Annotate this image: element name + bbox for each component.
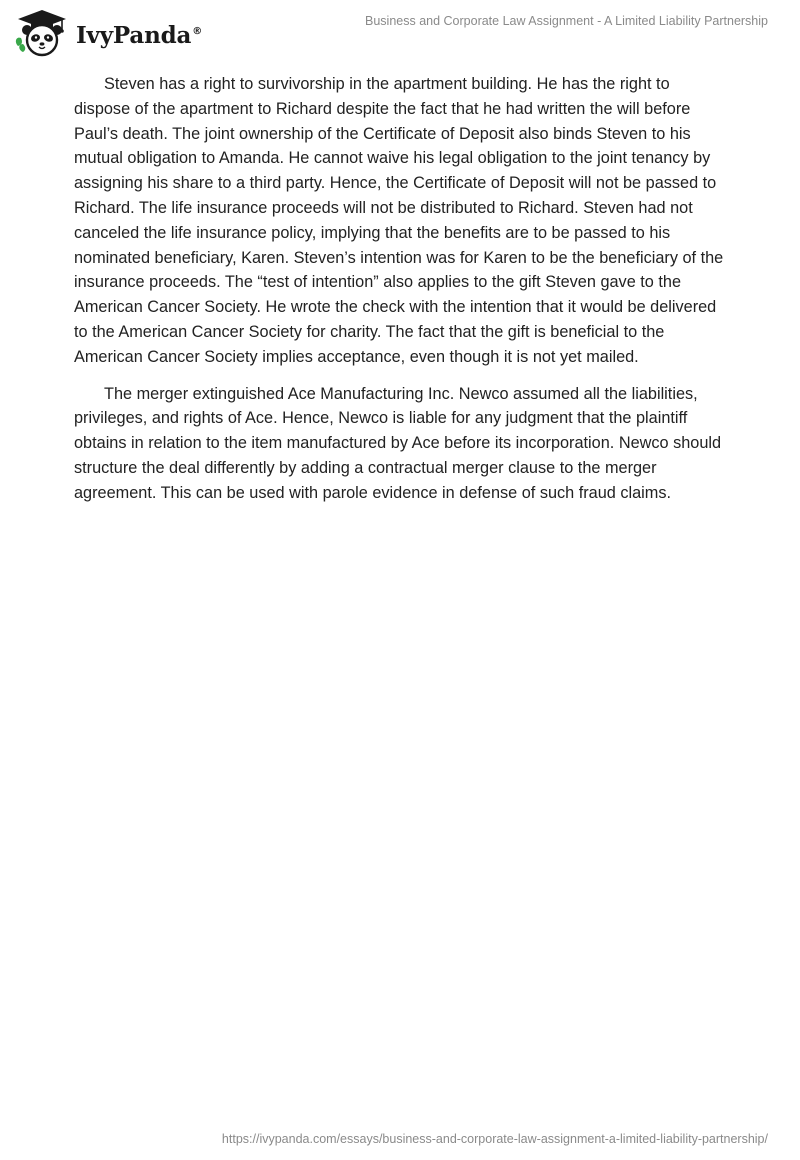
ivypanda-logo[interactable] [14,8,202,58]
panda-graduate-icon [14,8,70,58]
paragraph: The merger extinguished Ace Manufacturing Inc. Newco assumed all the liabilities, privileges, and rights of Ace. Hence, Newco is liable for any judgment that the plaintiff obtains in relation to the item manufactured by Ace before its incorporation. Newco should structure the deal differently by adding a contractual merger clause to the merger agreement. This can be used with parole evidence in defense of such fraud claims. [74,384,722,502]
page-header [0,0,800,70]
brand-name-text: IvyPanda [76,21,192,49]
brand-name [76,22,202,49]
paragraph: Steven has a right to survivorship in the apartment building. He has the right to dispose of the apartment to Richard despite the fact that he had written the will before Paul’s death. The joint ownership of the Certificate of Deposit also binds Steven to his mutual obligation to Amanda. He cannot waive his legal obligation to the joint tenancy by assigning his share to a third party. Hence, the Certificate of Deposit will not be passed to Richard. The life insurance proceeds will not be distributed to Richard. Steven had not canceled the life insurance policy, implying that the benefits are to be passed to his nominated beneficiary, Karen. Steven’s intention was for Karen to be the beneficiary of the insurance proceeds. The “test of intention” also applies to the gift Steven gave to the American Cancer Society. He wrote the check with the intention that it would be delivered to the American Cancer Society for charity. The fact that the gift is beneficial to the American Cancer Society implies acceptance, even though it is not yet mailed. [74,75,724,366]
registered-mark: ® [192,25,202,37]
document-title: Business and Corporate Law Assignment - A Limited Liability Partnership [365,14,768,28]
essay-body [74,72,724,518]
source-url[interactable]: https://ivypanda.com/essays/business-and-corporate-law-assignment-a-limited-liability-partnership/ [221,1132,768,1146]
